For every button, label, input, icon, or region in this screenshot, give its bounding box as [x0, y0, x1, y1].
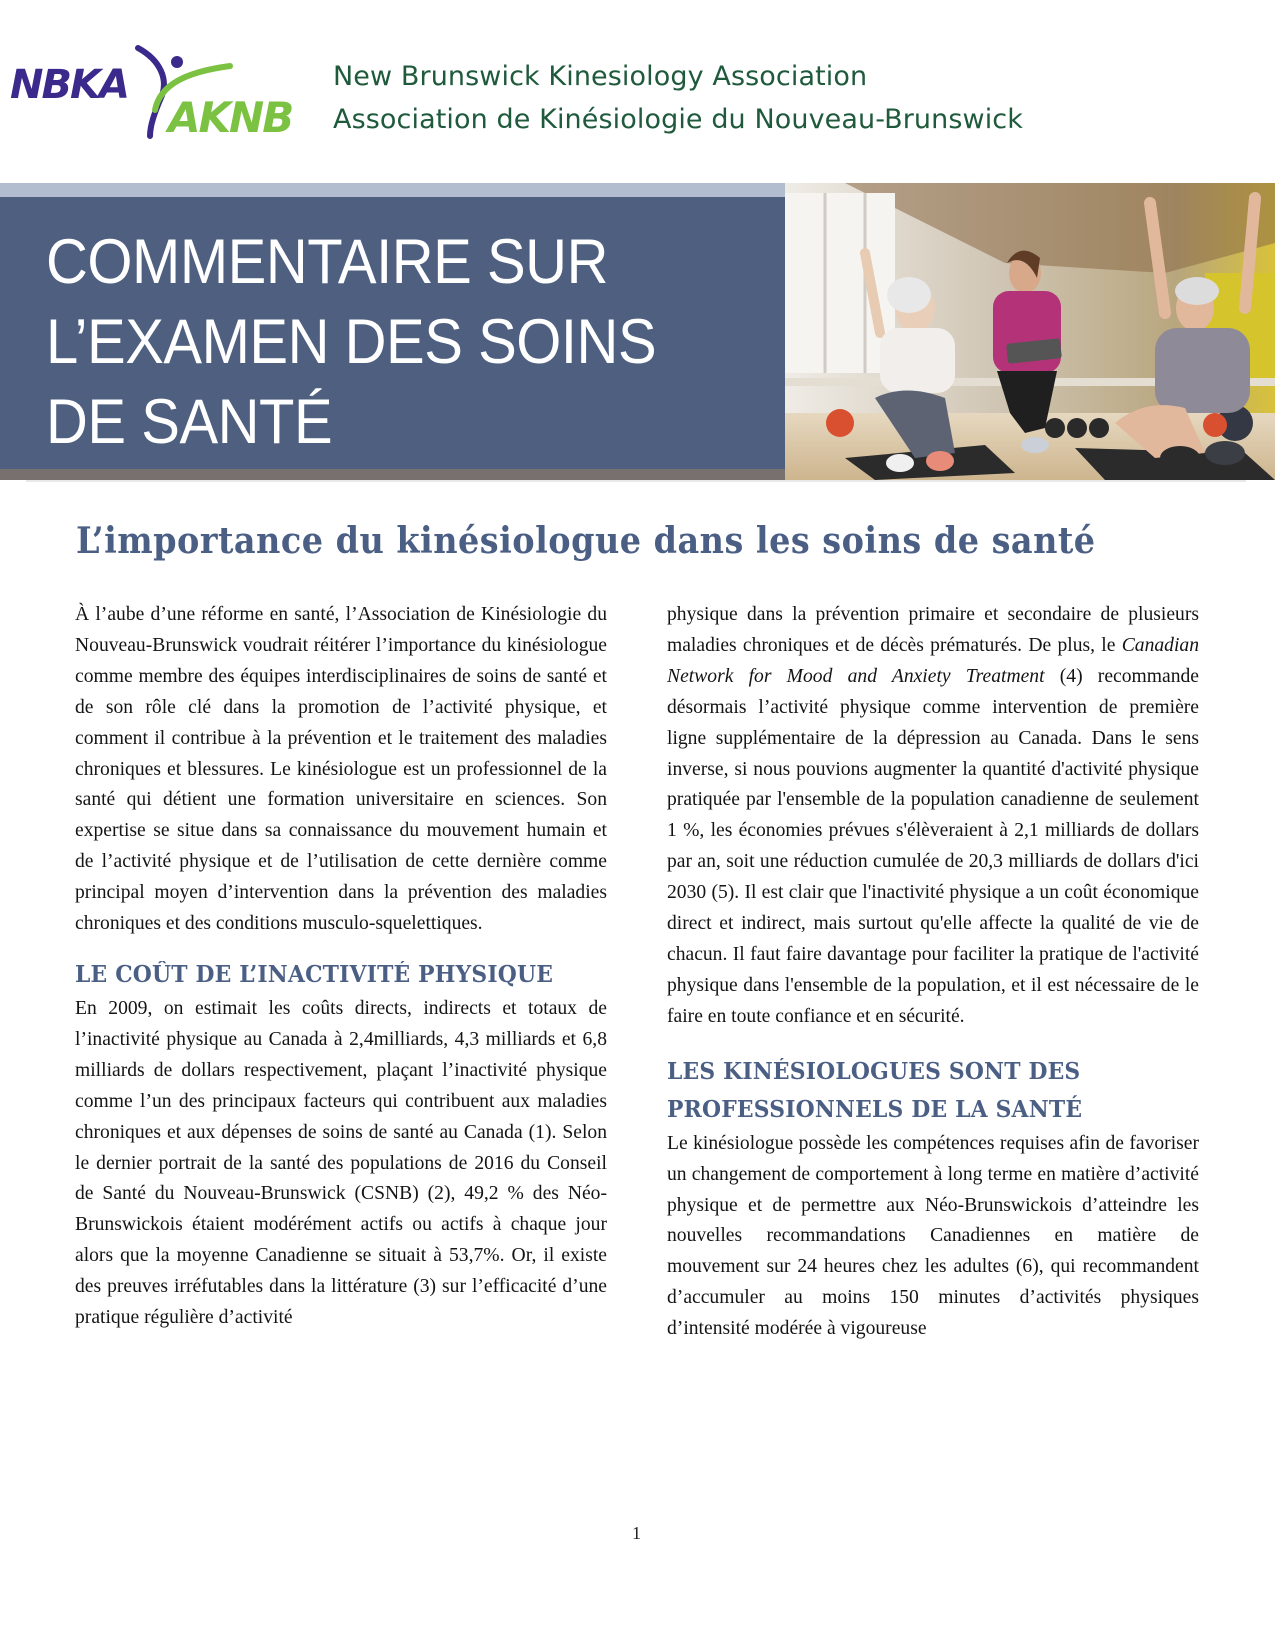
canmat-reference: Canadian Network for Mood and Anxiety Treatment — [667, 634, 1199, 687]
cost-paragraph: En 2009, on estimait les coûts directs, indirects et totaux de l’inactivité physique au Canada à 2,4milliards, 4,3 milliards et 6,8 milliards de dollars respectivement, plaçant l’inactivité physique comme l’un des principaux facteurs qui contribuent aux maladies chroniques et aux dépenses de soins de santé au Canada (1). Selon le dernier portrait de la santé des populations de 2016 du Conseil de Santé du Nouveau-Brunswick (CSNB) (2), 49,2 % des Néo-Brunswickois étaient modérément actifs ou actifs à chaque jour alors que la moyenne Canadienne se situait à 53,7%. Or, il existe des preuves irréfutables dans la littérature (3) sur l’efficacité d’une pratique régulière d’activité — [75, 997, 607, 1329]
professionals-paragraph: Le kinésiologue possède les compétences requises afin de favoriser un changement de comportement à long terme en matière d’activité physique et de permettre aux Néo-Brunswickois d’atteindre les nouvelles recommandations Canadiennes en matière de mouvement sur 24 heures chez les adultes (6), qui recommandent d’accumuler au moins 150 minutes d’activités physiques d’intensité modérée à vigoureuse — [667, 1132, 1199, 1340]
page-number: 1 — [632, 1523, 641, 1543]
continued-text-2: (4) recommande désormais l’activité physique comme intervention de première ligne supplémentaire de la dépression au Canada. Dans le sens inverse, si nous pouvions augmenter la quantité d'activité physique pratiquée par l'ensemble de la population canadienne de seulement 1 %, les économies prévues s'élèveraient à 2,1 milliards de dollars par an, soit une réduction cumulée de 20,3 milliards de dollars d'ici 2030 (5). Il est clair que l'inactivité physique a un coût économique direct et indirect, mais surtout qu'elle affecte la qualité de vie de chacun. Il faut faire davantage pour faciliter la pratique de l'activité physique dans l'ensemble de la population, et il est nécessaire de le faire en toute confiance et en sécurité. — [667, 665, 1199, 1027]
right-column — [667, 600, 1199, 1345]
title-line-1: COMMENTAIRE SUR — [46, 227, 608, 297]
nbka-aknb-logo — [10, 40, 315, 140]
banner-top-strip — [0, 183, 785, 197]
gym-exercise-photo — [785, 183, 1275, 480]
left-column — [75, 600, 607, 1334]
svg-text:NBKA: NBKA — [10, 62, 128, 108]
continued-paragraph — [667, 600, 1199, 1033]
continued-text-1: physique dans la prévention primaire et secondaire de plusieurs maladies chroniques et de décès prématurés. De plus, le — [667, 604, 1199, 656]
document-title — [46, 222, 708, 462]
title-line-2: L’EXAMEN DES SOINS — [46, 307, 657, 377]
intro-paragraph: À l’aube d’une réforme en santé, l’Association de Kinésiologie du Nouveau-Brunswick voudrait réitérer l’importance du kinésiologue comme membre des équipes interdisciplinaires de soins de santé et de son rôle clé dans la promotion de l’activité physique, et comment il contribue à la prévention et le traitement des maladies chroniques et blessures. Le kinésiologue est un professionnel de la santé qui détient une formation universitaire en sciences. Son expertise se situe dans sa connaissance du mouvement humain et de l’activité physique et de l’utilisation de cette dernière comme principal moyen d’intervention dans la prévention des maladies chroniques et des conditions musculo-squelettiques. — [75, 604, 607, 935]
org-name-french: Association de Kinésiologie du Nouveau-Brunswick — [333, 104, 1023, 135]
banner-divider — [26, 480, 1246, 482]
article-subtitle: L’importance du kinésiologue dans les soins de santé — [76, 520, 1096, 562]
banner-bottom-strip — [0, 469, 785, 480]
organization-names — [333, 55, 1023, 141]
org-name-english: New Brunswick Kinesiology Association — [333, 61, 868, 92]
section-heading-professionals: LES KINÉSIOLOGUES SONT DES PROFESSIONNELS DE LA SANTÉ — [667, 1057, 1083, 1123]
person-figure-logo-icon — [10, 40, 315, 140]
svg-text:AKNB: AKNB — [168, 93, 293, 140]
section-heading-cost: LE COÛT DE L’INACTIVITÉ PHYSIQUE — [75, 960, 554, 988]
title-line-3: DE SANTÉ — [46, 387, 333, 457]
